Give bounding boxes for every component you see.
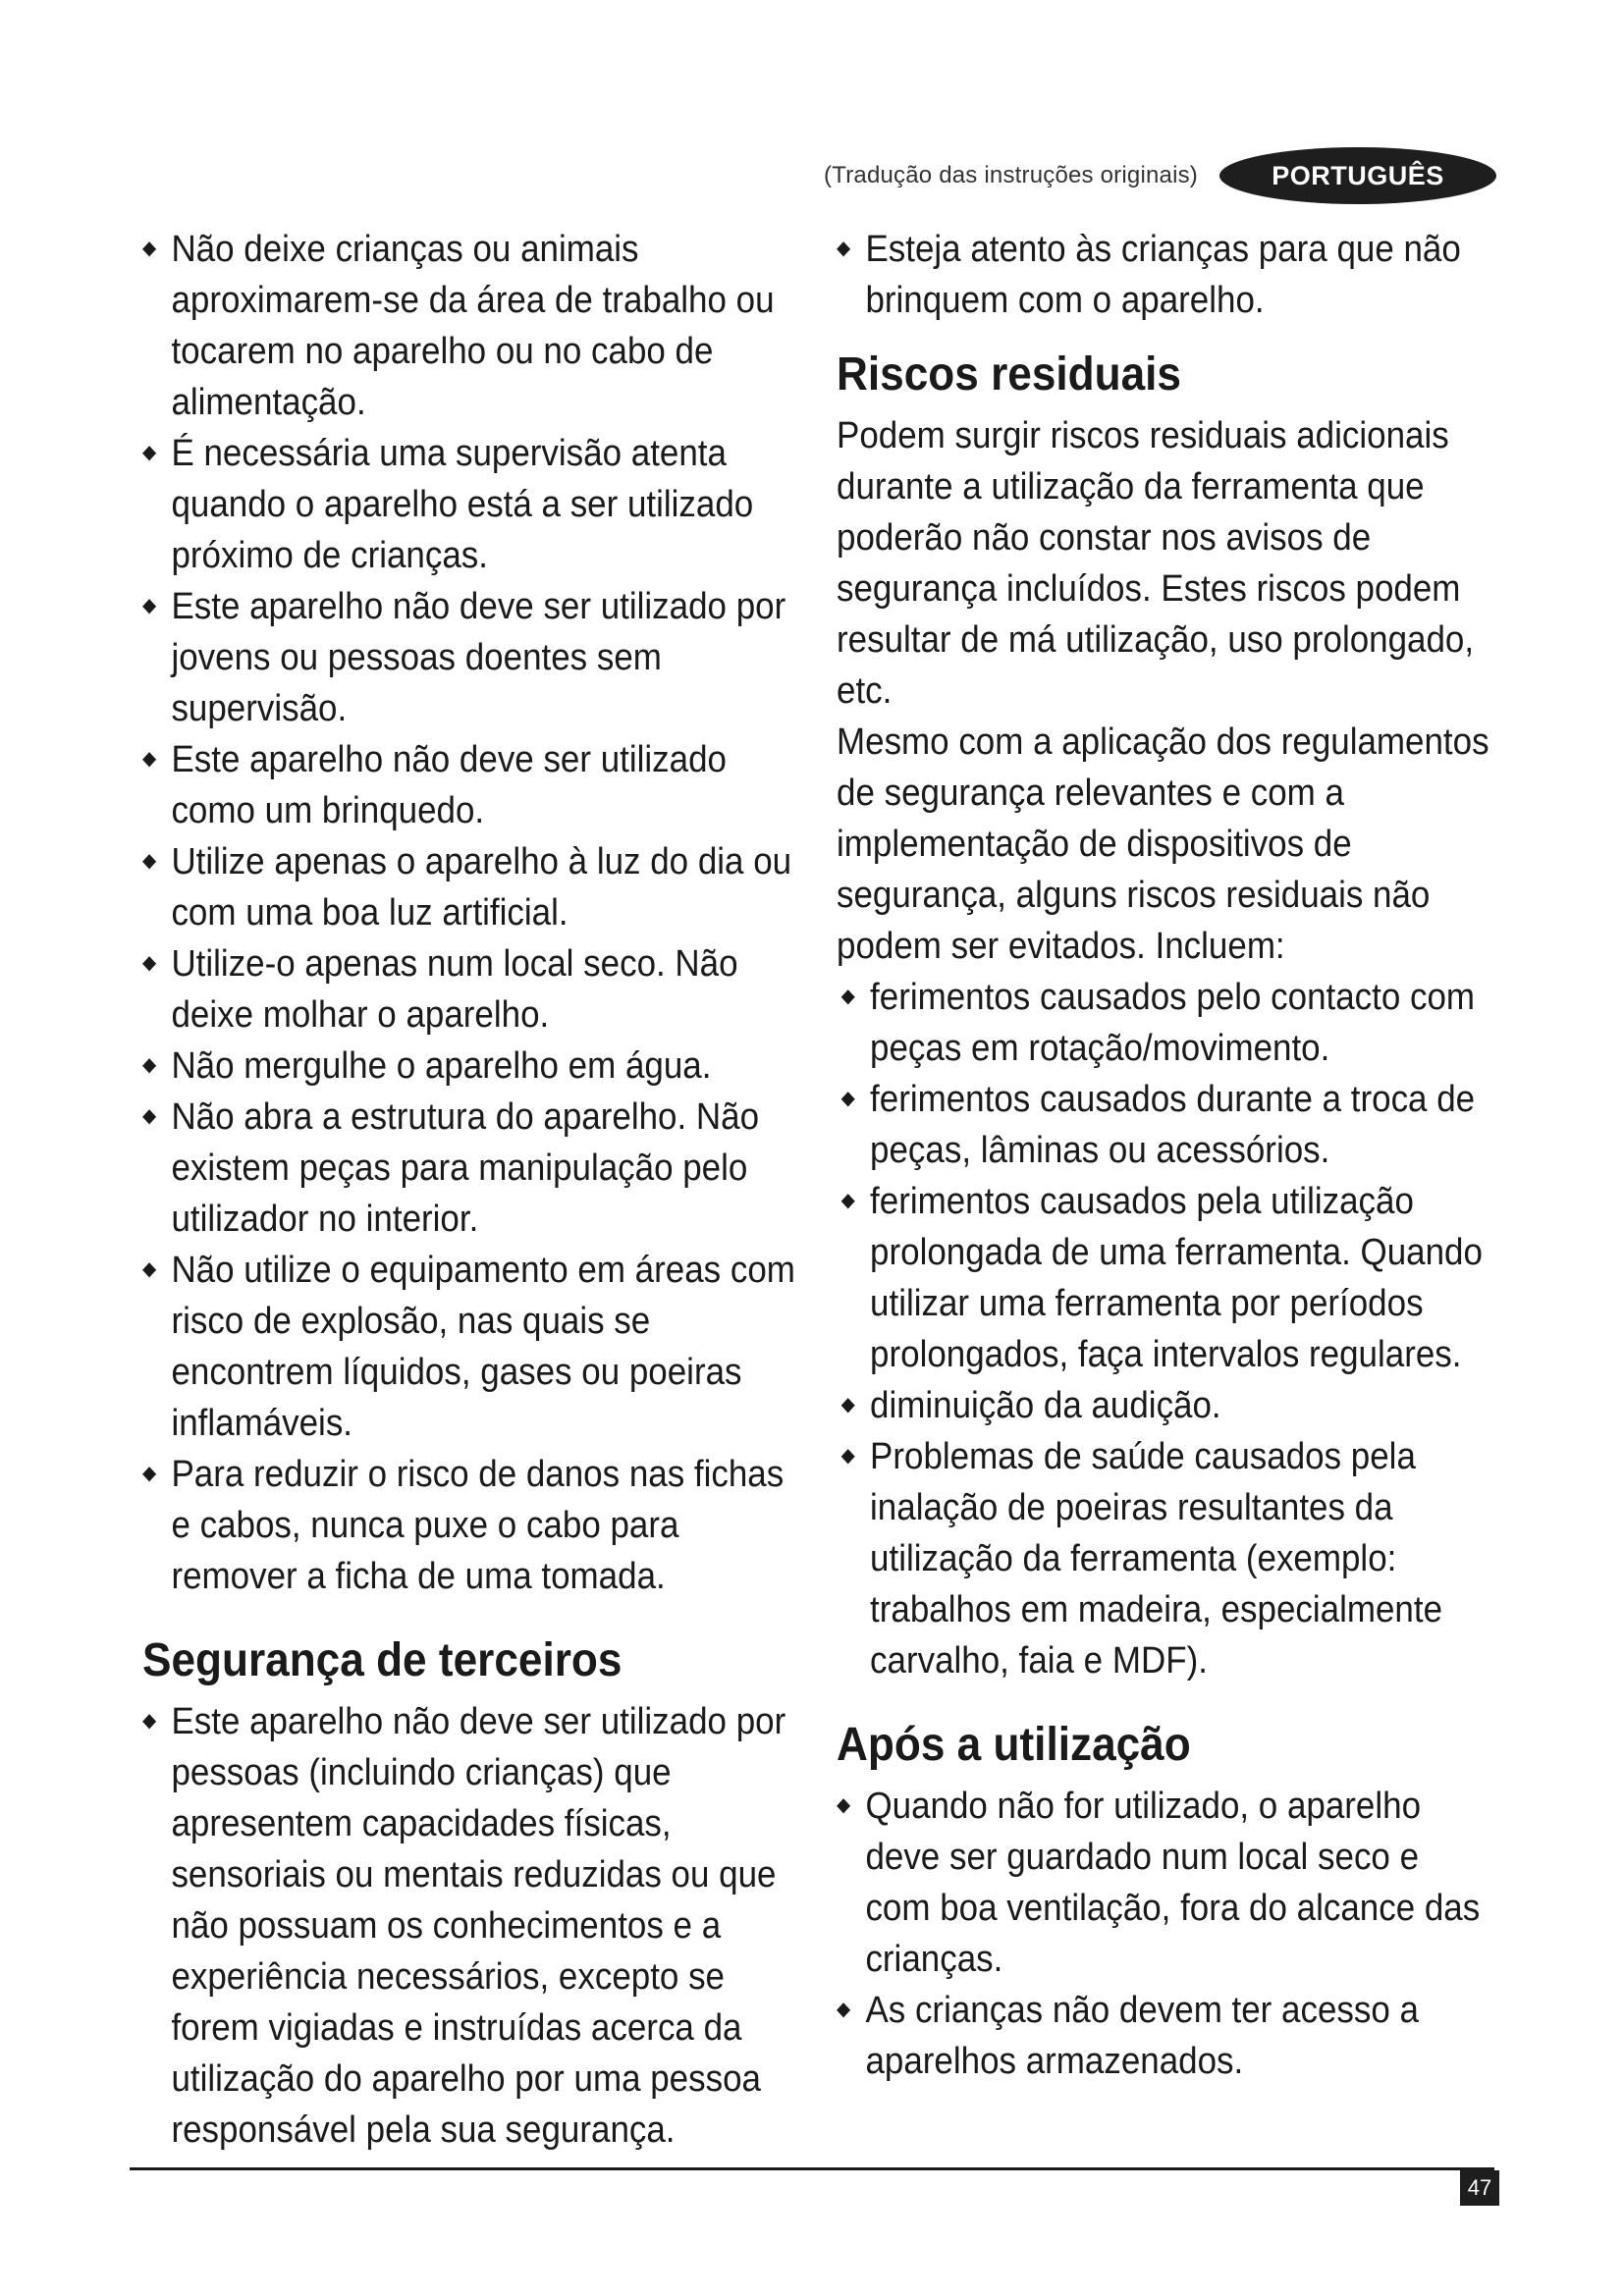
list-item: ◆ Este aparelho não deve ser utilizado por jovens ou pessoas doentes sem supervisão.	[142, 586, 786, 729]
footer-rule	[130, 2167, 1494, 2170]
list-item: ◆ Para reduzir o risco de danos nas fichas e cabos, nunca puxe o cabo para remover a ficha de uma tomada.	[142, 1454, 785, 1597]
list-item: ◆ Este aparelho não deve ser utilizado por pessoas (incluindo crianças) que apresentem capacidades físicas, sensoriais ou mentais reduzidas ou que não possuam os conhecimentos e a experiência necessários, excepto se forem vigiadas e instruídas acerca da utilização do aparelho por uma pessoa responsável pela sua segurança.	[142, 1701, 786, 2151]
list-item: ◆ ferimentos causados pelo contacto com peças em rotação/movimento.	[840, 977, 1476, 1069]
diamond-bullet-icon: ◆	[142, 238, 157, 259]
list-item: ◆ Quando não for utilizado, o aparelho deve ser guardado num local seco e com boa ventilação, fora do alcance das crianças.	[837, 1786, 1481, 1980]
list-item: ◆ É necessária uma supervisão atenta quando o aparelho está a ser utilizado próximo de crianças.	[142, 433, 754, 576]
diamond-bullet-icon: ◆	[142, 952, 157, 974]
list-item: ◆ ferimentos causados pela utilização prolongada de uma ferramenta. Quando utilizar uma ferramenta por períodos prolongados, faça intervalos regulares.	[840, 1181, 1483, 1375]
diamond-bullet-icon: ◆	[142, 1463, 157, 1484]
diamond-bullet-icon: ◆	[840, 1190, 855, 1211]
language-badge: PORTUGUÊS	[1219, 147, 1496, 204]
section-title-third-party-safety: Segurança de terceiros	[142, 1634, 623, 1686]
list-item: ◆ Este aparelho não deve ser utilizado como um brinquedo.	[142, 739, 728, 831]
diamond-bullet-icon: ◆	[837, 238, 851, 259]
page-number: 47	[1460, 2170, 1499, 2206]
diamond-bullet-icon: ◆	[837, 1794, 851, 1816]
diamond-bullet-icon: ◆	[142, 748, 157, 770]
list-item: ◆ Não mergulhe o aparelho em água.	[142, 1045, 712, 1087]
diamond-bullet-icon: ◆	[840, 1088, 855, 1109]
diamond-bullet-icon: ◆	[142, 442, 157, 463]
list-item: ◆ Esteja atento às crianças para que não brinquem com o aparelho.	[837, 229, 1461, 321]
diamond-bullet-icon: ◆	[142, 1105, 157, 1127]
section-title-residual-risks: Riscos residuais	[837, 348, 1181, 400]
page-header	[824, 147, 1496, 204]
list-item: ◆ Não abra a estrutura do aparelho. Não existem peças para manipulação pelo utilizador no interior.	[142, 1096, 760, 1240]
diamond-bullet-icon: ◆	[142, 850, 157, 872]
residual-risks-list	[841, 972, 1490, 1686]
list-item: ◆ diminuição da audição.	[840, 1385, 1221, 1426]
translation-note: (Tradução das instruções originais)	[824, 162, 1198, 188]
right-column	[837, 224, 1490, 2087]
diamond-bullet-icon: ◆	[840, 986, 855, 1007]
diamond-bullet-icon: ◆	[840, 1394, 855, 1415]
diamond-bullet-icon: ◆	[142, 1054, 157, 1076]
diamond-bullet-icon: ◆	[837, 1999, 851, 2020]
diamond-bullet-icon: ◆	[142, 1258, 157, 1280]
list-item: ◆ Não deixe crianças ou animais aproximarem-se da área de trabalho ou tocarem no aparelho ou no cabo de alimentação.	[142, 229, 775, 423]
diamond-bullet-icon: ◆	[840, 1445, 855, 1467]
list-item: ◆ Utilize-o apenas num local seco. Não deixe molhar o aparelho.	[142, 943, 738, 1036]
diamond-bullet-icon: ◆	[142, 1710, 157, 1732]
list-item: ◆ Utilize apenas o aparelho à luz do dia ou com uma boa luz artificial.	[142, 841, 792, 934]
section-title-after-use: Após a utilização	[837, 1719, 1191, 1771]
residual-risks-paragraph: Mesmo com a aplicação dos regulamentos de segurança relevantes e com a implementação de dispositivos de segurança, alguns riscos residuais não podem ser evitados. Incluem:	[837, 721, 1489, 967]
list-item: ◆ As crianças não devem ter acesso a aparelhos armazenados.	[837, 1990, 1419, 2082]
list-item: ◆ Não utilize o equipamento em áreas com risco de explosão, nas quais se encontrem líquidos, gases ou poeiras inflamáveis.	[142, 1250, 795, 1444]
residual-risks-paragraph: Podem surgir riscos residuais adicionais durante a utilização da ferramenta que poderão não constar nos avisos de segurança incluídos. Estes riscos podem resultar de má utilização, uso prolongado, etc.	[837, 415, 1475, 712]
list-item: ◆ Problemas de saúde causados pela inalação de poeiras resultantes da utilização da ferramenta (exemplo: trabalhos em madeira, especialmente carvalho, faia e MDF).	[840, 1436, 1443, 1682]
list-item: ◆ ferimentos causados durante a troca de peças, lâminas ou acessórios.	[840, 1079, 1476, 1171]
left-column	[142, 224, 800, 2156]
diamond-bullet-icon: ◆	[142, 595, 157, 616]
